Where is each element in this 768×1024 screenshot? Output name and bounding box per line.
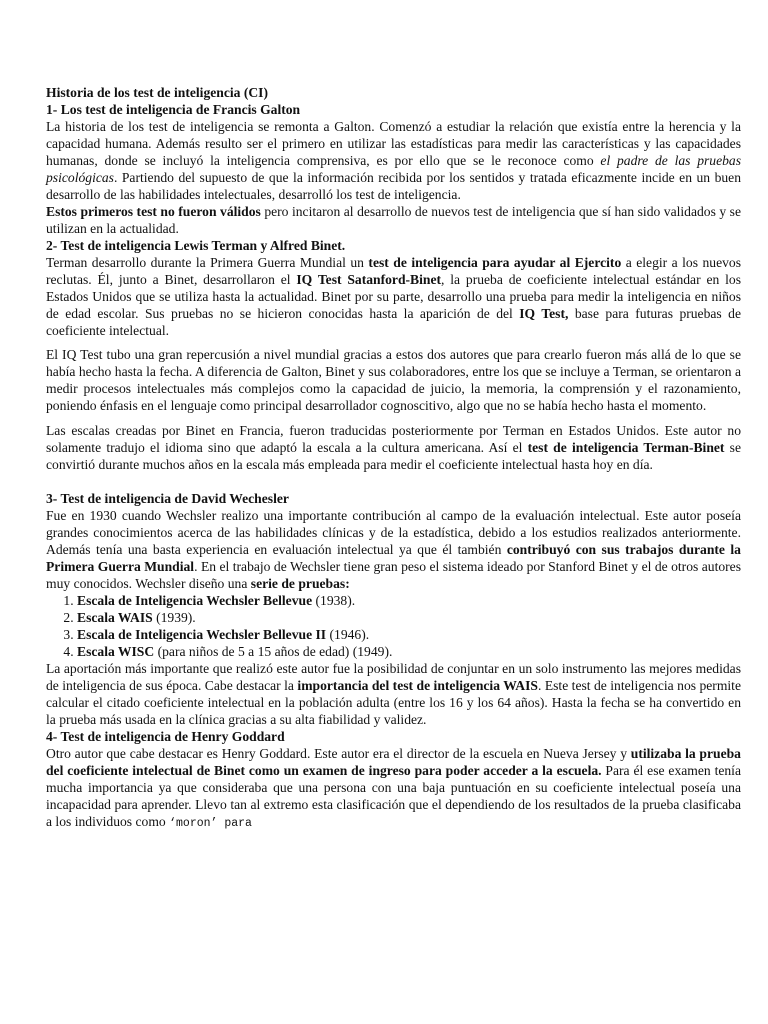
list-item <box>77 643 741 660</box>
text-run: Terman desarrollo durante la Primera Guerra Mundial un <box>46 255 369 270</box>
bold-phrase: contribuyó con sus trabajos durante la Primera Guerra Mundial <box>46 542 741 574</box>
scale-detail: (1939). <box>152 610 196 625</box>
text-run: se convirtió durante muchos años en la escala más empleada para medir el coeficiente intelectual hasta hoy en día. <box>46 440 741 472</box>
text-run: . Este test de inteligencia nos permite calcular el citado coeficiente intelectual en la población adulta (entre los 16 y los 64 años). Hasta la fecha se ha convertido en la prueba más usada en la clínica gracias a su alta fiabilidad y validez. <box>46 678 741 727</box>
scale-detail: (para niños de 5 a 15 años de edad) (1949). <box>154 644 393 659</box>
text-run: La aportación más importante que realizó este autor fue la posibilidad de conjuntar en un solo instrumento las mejores medidas de inteligencia de sus época. Cabe destacar la <box>46 661 741 693</box>
bold-phrase: serie de pruebas: <box>250 576 350 591</box>
section-3-paragraph-1 <box>46 507 741 592</box>
wechsler-scales-list <box>46 592 741 660</box>
text-run: Fue en 1930 cuando Wechsler realizo una importante contribución al campo de la evaluación intelectual. Este autor poseía grandes conocimientos acerca de las habilidades clínicas y de la estadística, debido a los estudios realizados anteriormente. Además tenía una basta experiencia en evaluación intelectual ya que él también <box>46 508 741 557</box>
section-3-heading: 3- Test de inteligencia de David Wechesler <box>46 491 289 506</box>
bold-phrase: importancia del test de inteligencia WAIS <box>297 678 538 693</box>
section-4-heading: 4- Test de inteligencia de Henry Goddard <box>46 729 285 744</box>
section-2-paragraph-2: El IQ Test tubo una gran repercusión a nivel mundial gracias a estos dos autores que para crearlo fueron más allá de lo que se había hecho hasta la fecha. A diferencia de Galton, Binet y sus colaboradores, entre los que se incluye a Terman, se orientaron a medir procesos intelectuales más complejos como la capacidad de juicio, la memoria, la comprensión y el razonamiento, poniendo énfasis en el lenguaje como principal desarrollador cognoscitivo, algo que no se había hecho hasta el momento. <box>46 347 741 413</box>
bold-phrase: utilizaba la prueba del coeficiente intelectual de Binet como un examen de ingreso para poder acceder a la escuela. <box>46 746 741 778</box>
bold-phrase: IQ Test, <box>519 306 569 321</box>
section-1-heading: 1- Los test de inteligencia de Francis Galton <box>46 102 301 117</box>
scale-name: Escala WISC <box>77 644 155 659</box>
section-3-paragraph-2 <box>46 660 741 728</box>
document-page <box>46 84 741 832</box>
section-2-paragraph-3 <box>46 422 741 473</box>
scale-detail: (1938). <box>312 593 356 608</box>
scale-name: Escala de Inteligencia Wechsler Bellevue II <box>77 627 327 642</box>
bold-phrase: Estos primeros test no fueron válidos <box>46 204 261 219</box>
text-run: Otro autor que cabe destacar es Henry Goddard. Este autor era el director de la escuela en Nueva Jersey y <box>46 746 631 761</box>
document-title: Historia de los test de inteligencia (CI) <box>46 85 269 100</box>
section-4-paragraph-1 <box>46 745 741 832</box>
section-2-heading: 2- Test de inteligencia Lewis Terman y Alfred Binet. <box>46 238 346 253</box>
text-run: Para él ese examen tenía mucha importancia ya que consideraba que una persona con una baja puntuación en su coeficiente intelectual poseía una incapacidad para aprender. Llevo tan al extremo esta clasificación que el dependiendo de los resultados de la prueba clasificaba a los individuos como <box>46 763 741 829</box>
text-run: , la prueba de coeficiente intelectual estándar en los Estados Unidos que se utiliza hasta la actualidad. Binet por su parte, desarrollo una prueba para medir la inteligencia en niños de edad escolar. Sus pruebas no se hicieron conocidas hasta la aparición de del <box>46 272 741 321</box>
section-1-paragraph-2 <box>46 203 741 237</box>
scale-name: Escala WAIS <box>77 610 153 625</box>
list-item <box>77 626 741 643</box>
text-run: . Partiendo del supuesto de que la información recibida por los sentidos y tratada eficazmente incide en un buen desarrollo de las habilidades intelectuales, desarrolló los test de inteligencia. <box>46 170 741 202</box>
monospace-phrase: ‘moron’ para <box>169 817 252 830</box>
scale-name: Escala de Inteligencia Wechsler Bellevue <box>77 593 313 608</box>
bold-phrase: test de inteligencia para ayudar al Ejercito <box>368 255 622 270</box>
text-run: base para futuras pruebas de coeficiente intelectual. <box>46 306 741 338</box>
scale-detail: (1946). <box>326 627 370 642</box>
list-item <box>77 592 741 609</box>
text-run: pero incitaron al desarrollo de nuevos test de inteligencia que sí han sido validados y se utilizan en la actualidad. <box>46 204 741 236</box>
section-1-paragraph-1 <box>46 118 741 203</box>
bold-phrase: test de inteligencia Terman-Binet <box>527 440 725 455</box>
italic-phrase: el padre de las pruebas psicológicas <box>46 153 741 185</box>
list-item <box>77 609 741 626</box>
text-run: Las escalas creadas por Binet en Francia, fueron traducidas posteriormente por Terman en Estados Unidos. Este autor no solamente tradujo el idioma sino que adaptó la escala a la cultura americana. Así el <box>46 423 741 455</box>
text-run: a elegir a los nuevos reclutas. Él, junto a Binet, desarrollaron el <box>46 255 741 287</box>
text-run: . En el trabajo de Wechsler tiene gran peso el sistema ideado por Stanford Binet y el de otros autores muy conocidos. Wechsler diseño una <box>46 559 741 591</box>
bold-phrase: IQ Test Satanford-Binet <box>296 272 442 287</box>
text-run: La historia de los test de inteligencia se remonta a Galton. Comenzó a estudiar la relación que existía entre la herencia y la capacidad humana. Además resulto ser el primero en utilizar las estadísticas para medir las características y las capacidades humanas, donde se incluyó la inteligencia comprensiva, es por ello que se le reconoce como <box>46 119 741 168</box>
section-2-paragraph-1 <box>46 254 741 339</box>
